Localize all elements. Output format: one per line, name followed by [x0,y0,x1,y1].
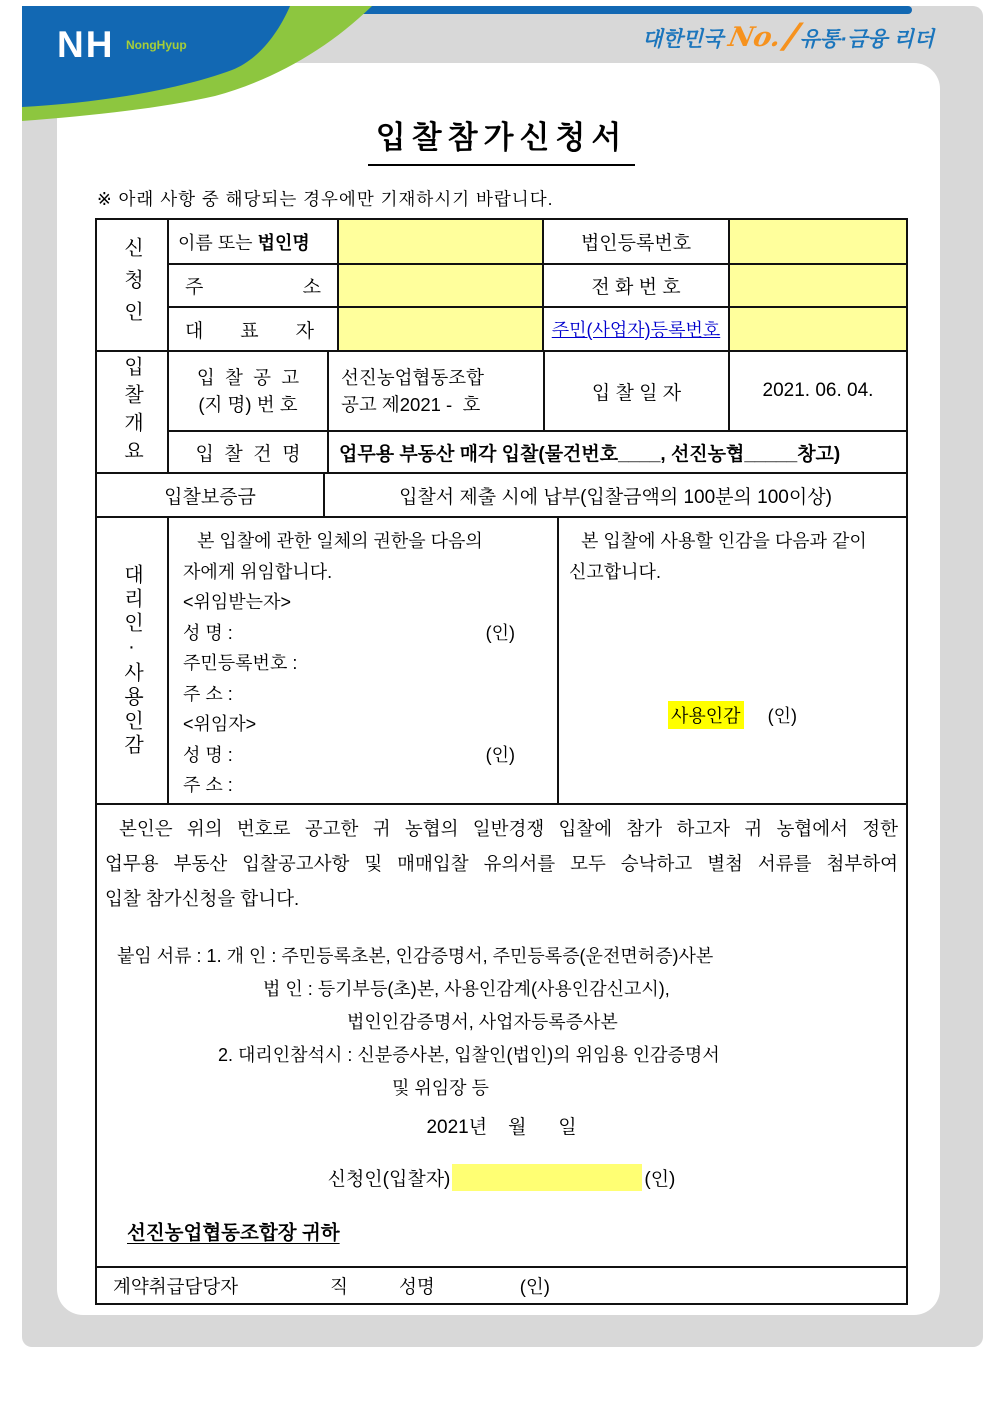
seal-mark: (인) [485,744,515,765]
attachment-line: 법 인 : 등기부등(초)본, 사용인감계(사용인감신고시), [263,979,670,999]
attachment-line: 2. 대리인참석시 : 신분증사본, 입찰인(법인)의 위임용 인감증명서 [218,1045,720,1065]
rrn-label: 주민(사업자)등록번호 [551,320,721,340]
notice-number-value: 선진농업협동조합 공고 제2021 - 호 [327,352,543,430]
officer-position-label: 직 [330,1275,348,1297]
nh-logo: NH [57,24,115,65]
nh-banner-graphic [22,6,722,126]
declaration-section [97,803,906,1266]
instruction-note: ※ 아래 사항 중 해당되는 경우에만 기재하시기 바랍니다. [97,189,554,209]
attachment-list [105,940,898,1105]
signature-row [105,1162,898,1192]
bid-date-label: 입 찰 일 자 [543,352,728,430]
name-input[interactable] [337,220,542,263]
declaration-paragraph: 본인은 위의 번호로 공고한 귀 농협의 일반경쟁 입찰에 참가 하고자 귀 농협에서 정한 업무용 부동산 입찰공고사항 및 매매입찰 유의서를 모두 승낙하고 별첨 서류를 첨부하여 입찰 참가신청을 합니다. [105,818,898,909]
date-line: 2021년 월 일 [426,1117,577,1138]
bid-overview-section [97,350,906,472]
proxy-seal-section [97,516,906,803]
contract-officer-label: 계약취급담당자 [113,1275,239,1297]
officer-name-label: 성명 [398,1275,435,1297]
bid-item-label: 입 찰 건 명 [167,430,327,472]
delegatee-name-line: 성 명 : (인) [183,617,543,648]
rrn-label-cell [542,306,728,350]
delegatee-address-line: 주 소 : [183,683,233,704]
nonghyup-logo-text: NongHyup [126,38,187,52]
phone-label: 전 화 번 호 [542,263,728,306]
slogan-slash-icon: / [778,16,803,59]
phone-input[interactable] [728,263,906,306]
seal-mark: (인) [485,622,515,643]
page-title: 입찰참가신청서 [95,112,908,166]
rrn-input[interactable] [728,306,906,350]
name-label: 이름 또는 법인명 [167,220,337,263]
use-seal-text: 본 입찰에 사용할 인감을 다음과 같이 신고합니다. 사용인감 (인) [557,518,906,803]
application-table [95,218,908,1305]
deposit-value: 입찰서 제출 시에 납부(입찰금액의 100분의 100이상) [323,474,906,516]
delegator-address-line: 주 소 : [183,775,233,796]
use-seal-row [569,701,896,729]
use-seal-highlight[interactable]: 사용인감 [668,701,744,729]
corp-reg-label: 법인등록번호 [542,220,728,263]
address-label: 주 소 [167,263,337,306]
delegator-name-line: 성 명 : (인) [183,739,543,770]
contract-officer-row [97,1266,906,1303]
signature-blank[interactable] [452,1164,642,1191]
delegation-text: 본 입찰에 관한 일체의 권한을 다음의 자에게 위임합니다. <위임받는자> 성 명 : (인) 주민등록번호 : 주 소 : <위임자> 성 명 : (인) 주 소 : [167,518,557,803]
bid-date-value: 2021. 06. 04. [728,352,906,430]
notice-number-label: 입 찰 공 고 (지 명) 번 호 [167,352,327,430]
bid-item-value: 업무용 부동산 매각 입찰(물건번호____, 선진농협_____창고) [327,430,906,472]
deposit-section [97,472,906,516]
seal-mark: (인) [644,1168,676,1190]
seal-mark: (인) [519,1275,550,1297]
slogan-rest: 유통·금융 리더 [799,27,934,51]
delegatee-rrn-line: 주민등록번호 : [183,653,298,674]
deposit-label: 입찰보증금 [164,486,256,508]
delegator-tag: <위임자> [183,714,257,735]
slogan-no1: No. [725,22,785,53]
overview-section-label: 입찰개요 [120,356,143,468]
slogan-country: 대한민국 [642,27,724,51]
address-input[interactable] [337,263,542,306]
attachment-line: 붙임 서류 : 1. 개 인 : 주민등록초본, 인감증명서, 주민등록증(운전면허증)사본 [117,946,714,966]
proxy-section-label: 대리인·사용인감 [120,563,143,758]
attachment-line: 법인인감증명서, 사업자등록증사본 [347,1012,618,1032]
seal-mark: (인) [767,706,797,726]
corp-reg-input[interactable] [728,220,906,263]
applicant-section [97,220,906,350]
addressee: 선진농업협동조합장 귀하 [127,1222,340,1244]
attachment-line: 및 위임장 등 [392,1078,489,1098]
applicant-section-label: 신청인 [120,237,143,333]
applicant-signature-label: 신청인(입찰자) [327,1168,451,1190]
representative-label: 대 표 자 [167,306,337,350]
slogan [642,16,934,59]
delegatee-tag: <위임받는자> [183,592,291,613]
representative-input[interactable] [337,306,542,350]
